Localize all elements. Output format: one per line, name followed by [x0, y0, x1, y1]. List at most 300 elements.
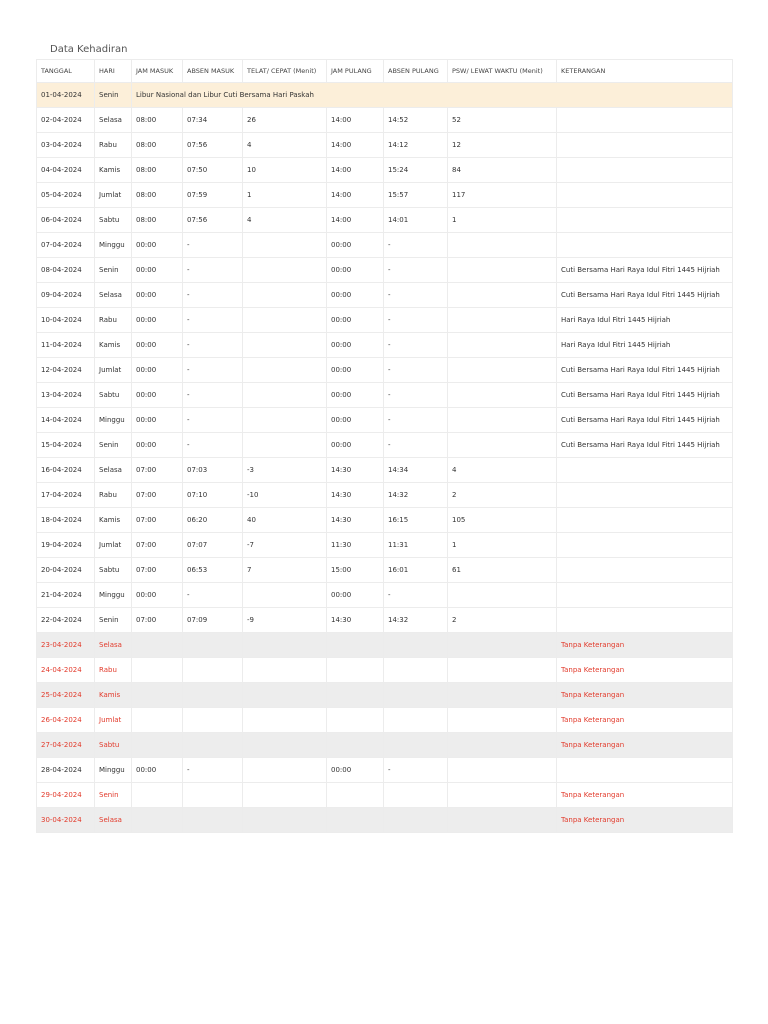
cell-day: Rabu: [95, 658, 132, 683]
cell-absen-masuk: 07:03: [183, 458, 243, 483]
cell-telat-cepat: 26: [243, 108, 327, 133]
cell-psw: [448, 383, 557, 408]
cell-date: 30-04-2024: [37, 808, 95, 833]
cell-psw: 12: [448, 133, 557, 158]
cell-jam-pulang: 00:00: [327, 333, 384, 358]
cell-jam-masuk: 08:00: [132, 158, 183, 183]
cell-absen-masuk: [183, 683, 243, 708]
cell-telat-cepat: 40: [243, 508, 327, 533]
table-row: [37, 808, 733, 833]
cell-psw: [448, 233, 557, 258]
cell-keterangan: Hari Raya Idul Fitri 1445 Hijriah: [557, 333, 733, 358]
cell-absen-masuk: -: [183, 233, 243, 258]
cell-keterangan: [557, 208, 733, 233]
cell-absen-masuk: -: [183, 283, 243, 308]
cell-absen-pulang: -: [384, 758, 448, 783]
cell-psw: 2: [448, 608, 557, 633]
cell-telat-cepat: 10: [243, 158, 327, 183]
cell-telat-cepat: [243, 733, 327, 758]
table-row: [37, 133, 733, 158]
cell-day: Senin: [95, 258, 132, 283]
cell-jam-masuk: [132, 808, 183, 833]
cell-day: Selasa: [95, 283, 132, 308]
cell-telat-cepat: 4: [243, 208, 327, 233]
cell-jam-pulang: 00:00: [327, 233, 384, 258]
cell-jam-masuk: 00:00: [132, 333, 183, 358]
cell-telat-cepat: [243, 333, 327, 358]
cell-telat-cepat: [243, 258, 327, 283]
cell-jam-masuk: 08:00: [132, 108, 183, 133]
cell-absen-pulang: 16:01: [384, 558, 448, 583]
cell-jam-masuk: 00:00: [132, 283, 183, 308]
cell-psw: [448, 658, 557, 683]
cell-telat-cepat: [243, 308, 327, 333]
cell-jam-pulang: 14:00: [327, 108, 384, 133]
cell-jam-pulang: [327, 683, 384, 708]
cell-jam-pulang: 00:00: [327, 433, 384, 458]
cell-keterangan: [557, 158, 733, 183]
cell-date: 28-04-2024: [37, 758, 95, 783]
cell-absen-pulang: -: [384, 583, 448, 608]
table-row: [37, 108, 733, 133]
cell-jam-masuk: [132, 658, 183, 683]
table-row: [37, 258, 733, 283]
cell-absen-masuk: 07:09: [183, 608, 243, 633]
cell-keterangan: Cuti Bersama Hari Raya Idul Fitri 1445 Hijriah: [557, 358, 733, 383]
cell-telat-cepat: 1: [243, 183, 327, 208]
header-jam-masuk: JAM MASUK: [132, 60, 183, 83]
cell-day: Minggu: [95, 758, 132, 783]
cell-telat-cepat: [243, 633, 327, 658]
cell-jam-masuk: [132, 683, 183, 708]
cell-jam-masuk: 07:00: [132, 558, 183, 583]
table-row: [37, 558, 733, 583]
table-row: [37, 458, 733, 483]
cell-telat-cepat: [243, 583, 327, 608]
cell-psw: [448, 258, 557, 283]
cell-day: Senin: [95, 83, 132, 108]
cell-jam-pulang: 14:30: [327, 608, 384, 633]
cell-date: 04-04-2024: [37, 158, 95, 183]
cell-date: 24-04-2024: [37, 658, 95, 683]
cell-absen-pulang: -: [384, 333, 448, 358]
cell-absen-masuk: 06:20: [183, 508, 243, 533]
cell-day: Jumlat: [95, 183, 132, 208]
cell-keterangan: [557, 558, 733, 583]
cell-psw: [448, 408, 557, 433]
cell-day: Sabtu: [95, 383, 132, 408]
cell-date: 08-04-2024: [37, 258, 95, 283]
cell-jam-pulang: [327, 808, 384, 833]
cell-jam-masuk: 07:00: [132, 483, 183, 508]
cell-keterangan: [557, 183, 733, 208]
cell-absen-pulang: [384, 633, 448, 658]
cell-date: 14-04-2024: [37, 408, 95, 433]
cell-jam-masuk: 08:00: [132, 183, 183, 208]
cell-psw: [448, 633, 557, 658]
cell-day: Selasa: [95, 108, 132, 133]
cell-keterangan: [557, 508, 733, 533]
cell-date: 11-04-2024: [37, 333, 95, 358]
table-row: [37, 183, 733, 208]
cell-jam-pulang: 14:30: [327, 508, 384, 533]
cell-jam-masuk: 07:00: [132, 508, 183, 533]
cell-absen-pulang: 11:31: [384, 533, 448, 558]
cell-telat-cepat: -7: [243, 533, 327, 558]
cell-day: Jumlat: [95, 533, 132, 558]
cell-jam-masuk: 00:00: [132, 758, 183, 783]
cell-psw: 1: [448, 533, 557, 558]
table-row: [37, 408, 733, 433]
cell-telat-cepat: 7: [243, 558, 327, 583]
cell-jam-pulang: 15:00: [327, 558, 384, 583]
cell-absen-masuk: 07:10: [183, 483, 243, 508]
cell-date: 13-04-2024: [37, 383, 95, 408]
cell-absen-masuk: 07:07: [183, 533, 243, 558]
cell-keterangan: Cuti Bersama Hari Raya Idul Fitri 1445 Hijriah: [557, 258, 733, 283]
cell-absen-masuk: [183, 658, 243, 683]
header-jam-pulang: JAM PULANG: [327, 60, 384, 83]
cell-absen-pulang: 14:12: [384, 133, 448, 158]
header-hari: HARI: [95, 60, 132, 83]
cell-jam-pulang: 14:30: [327, 483, 384, 508]
cell-jam-pulang: 00:00: [327, 283, 384, 308]
cell-jam-masuk: [132, 733, 183, 758]
cell-psw: [448, 283, 557, 308]
cell-psw: 84: [448, 158, 557, 183]
cell-absen-masuk: -: [183, 583, 243, 608]
cell-keterangan: Cuti Bersama Hari Raya Idul Fitri 1445 Hijriah: [557, 433, 733, 458]
cell-day: Sabtu: [95, 208, 132, 233]
cell-telat-cepat: -3: [243, 458, 327, 483]
cell-day: Sabtu: [95, 733, 132, 758]
cell-jam-masuk: 00:00: [132, 233, 183, 258]
cell-psw: [448, 308, 557, 333]
cell-date: 06-04-2024: [37, 208, 95, 233]
cell-jam-masuk: 08:00: [132, 133, 183, 158]
cell-psw: 1: [448, 208, 557, 233]
header-tanggal: TANGGAL: [37, 60, 95, 83]
cell-day: Rabu: [95, 133, 132, 158]
cell-telat-cepat: [243, 758, 327, 783]
cell-jam-masuk: 00:00: [132, 383, 183, 408]
cell-jam-pulang: 00:00: [327, 758, 384, 783]
cell-date: 29-04-2024: [37, 783, 95, 808]
cell-day: Minggu: [95, 233, 132, 258]
table-row: [37, 758, 733, 783]
table-row: [37, 783, 733, 808]
cell-telat-cepat: [243, 383, 327, 408]
cell-absen-masuk: -: [183, 433, 243, 458]
cell-absen-masuk: [183, 783, 243, 808]
cell-jam-masuk: [132, 708, 183, 733]
cell-jam-pulang: 00:00: [327, 383, 384, 408]
cell-absen-pulang: -: [384, 383, 448, 408]
cell-day: Minggu: [95, 408, 132, 433]
cell-keterangan: [557, 133, 733, 158]
cell-psw: [448, 358, 557, 383]
cell-date: 01-04-2024: [37, 83, 95, 108]
table-row: [37, 333, 733, 358]
table-row: [37, 533, 733, 558]
cell-day: Kamis: [95, 508, 132, 533]
header-absen-masuk: ABSEN MASUK: [183, 60, 243, 83]
cell-date: 23-04-2024: [37, 633, 95, 658]
header-psw-lewat-waktu: PSW/ LEWAT WAKTU (Menit): [448, 60, 557, 83]
cell-absen-masuk: [183, 633, 243, 658]
cell-keterangan: [557, 533, 733, 558]
cell-jam-pulang: 00:00: [327, 583, 384, 608]
cell-jam-pulang: 14:00: [327, 133, 384, 158]
cell-psw: [448, 758, 557, 783]
cell-psw: [448, 583, 557, 608]
cell-absen-pulang: [384, 658, 448, 683]
cell-telat-cepat: -10: [243, 483, 327, 508]
cell-absen-masuk: -: [183, 358, 243, 383]
cell-psw: [448, 433, 557, 458]
cell-date: 17-04-2024: [37, 483, 95, 508]
cell-jam-pulang: 14:00: [327, 208, 384, 233]
cell-keterangan: Tanpa Keterangan: [557, 708, 733, 733]
cell-day: Selasa: [95, 458, 132, 483]
cell-jam-masuk: 00:00: [132, 583, 183, 608]
cell-keterangan: Cuti Bersama Hari Raya Idul Fitri 1445 Hijriah: [557, 408, 733, 433]
cell-absen-masuk: 06:53: [183, 558, 243, 583]
cell-jam-masuk: 08:00: [132, 208, 183, 233]
cell-keterangan: Tanpa Keterangan: [557, 683, 733, 708]
cell-jam-masuk: 00:00: [132, 408, 183, 433]
cell-absen-masuk: 07:34: [183, 108, 243, 133]
table-row: [37, 583, 733, 608]
cell-jam-pulang: 14:00: [327, 183, 384, 208]
table-row: [37, 683, 733, 708]
cell-telat-cepat: [243, 658, 327, 683]
cell-day: Jumlat: [95, 708, 132, 733]
cell-day: Rabu: [95, 483, 132, 508]
table-row: [37, 733, 733, 758]
cell-keterangan: Tanpa Keterangan: [557, 633, 733, 658]
cell-jam-pulang: [327, 783, 384, 808]
cell-keterangan: Tanpa Keterangan: [557, 658, 733, 683]
cell-absen-pulang: 14:32: [384, 483, 448, 508]
table-row: [37, 483, 733, 508]
cell-absen-masuk: -: [183, 308, 243, 333]
cell-jam-masuk: 07:00: [132, 608, 183, 633]
page-title: Data Kehadiran: [50, 44, 128, 55]
table-row: [37, 308, 733, 333]
cell-keterangan: Hari Raya Idul Fitri 1445 Hijriah: [557, 308, 733, 333]
cell-absen-masuk: 07:50: [183, 158, 243, 183]
cell-absen-masuk: [183, 708, 243, 733]
cell-date: 21-04-2024: [37, 583, 95, 608]
cell-date: 12-04-2024: [37, 358, 95, 383]
attendance-table: [36, 59, 733, 833]
cell-absen-pulang: [384, 683, 448, 708]
cell-jam-pulang: 14:00: [327, 158, 384, 183]
table-row: [37, 383, 733, 408]
cell-jam-masuk: 07:00: [132, 458, 183, 483]
cell-psw: [448, 683, 557, 708]
cell-telat-cepat: [243, 408, 327, 433]
cell-date: 25-04-2024: [37, 683, 95, 708]
cell-absen-masuk: 07:59: [183, 183, 243, 208]
cell-keterangan: [557, 583, 733, 608]
cell-day: Senin: [95, 608, 132, 633]
table-row: [37, 283, 733, 308]
cell-date: 20-04-2024: [37, 558, 95, 583]
cell-absen-pulang: [384, 708, 448, 733]
cell-absen-pulang: 16:15: [384, 508, 448, 533]
cell-day: Sabtu: [95, 558, 132, 583]
cell-date: 10-04-2024: [37, 308, 95, 333]
cell-keterangan: Tanpa Keterangan: [557, 808, 733, 833]
cell-jam-pulang: 00:00: [327, 308, 384, 333]
cell-date: 09-04-2024: [37, 283, 95, 308]
cell-jam-masuk: [132, 633, 183, 658]
cell-jam-pulang: [327, 733, 384, 758]
cell-psw: [448, 333, 557, 358]
cell-absen-masuk: -: [183, 758, 243, 783]
cell-absen-pulang: -: [384, 233, 448, 258]
cell-date: 15-04-2024: [37, 433, 95, 458]
cell-psw: [448, 783, 557, 808]
cell-day: Kamis: [95, 158, 132, 183]
cell-date: 19-04-2024: [37, 533, 95, 558]
table-row: [37, 633, 733, 658]
header-absen-pulang: ABSEN PULANG: [384, 60, 448, 83]
table-row: [37, 658, 733, 683]
cell-jam-masuk: 07:00: [132, 533, 183, 558]
cell-keterangan: [557, 608, 733, 633]
cell-absen-pulang: [384, 783, 448, 808]
cell-psw: 52: [448, 108, 557, 133]
cell-absen-masuk: [183, 733, 243, 758]
cell-keterangan: [557, 458, 733, 483]
cell-day: Rabu: [95, 308, 132, 333]
cell-jam-pulang: [327, 658, 384, 683]
cell-jam-masuk: 00:00: [132, 433, 183, 458]
cell-absen-masuk: 07:56: [183, 133, 243, 158]
cell-jam-masuk: 00:00: [132, 308, 183, 333]
cell-jam-pulang: 00:00: [327, 258, 384, 283]
cell-date: 27-04-2024: [37, 733, 95, 758]
cell-jam-pulang: [327, 708, 384, 733]
cell-jam-pulang: [327, 633, 384, 658]
cell-jam-masuk: 00:00: [132, 258, 183, 283]
cell-telat-cepat: [243, 783, 327, 808]
cell-keterangan: [557, 758, 733, 783]
cell-absen-pulang: -: [384, 283, 448, 308]
cell-day: Selasa: [95, 808, 132, 833]
cell-absen-pulang: 15:24: [384, 158, 448, 183]
cell-psw: 105: [448, 508, 557, 533]
cell-absen-pulang: 15:57: [384, 183, 448, 208]
table-row: [37, 608, 733, 633]
table-row: [37, 433, 733, 458]
cell-date: 18-04-2024: [37, 508, 95, 533]
cell-absen-pulang: -: [384, 433, 448, 458]
cell-telat-cepat: [243, 683, 327, 708]
table-row: [37, 708, 733, 733]
cell-absen-masuk: -: [183, 408, 243, 433]
cell-day: Senin: [95, 783, 132, 808]
cell-absen-pulang: -: [384, 308, 448, 333]
cell-day: Kamis: [95, 333, 132, 358]
cell-jam-pulang: 00:00: [327, 408, 384, 433]
cell-keterangan: Tanpa Keterangan: [557, 733, 733, 758]
cell-absen-pulang: -: [384, 358, 448, 383]
cell-absen-pulang: 14:01: [384, 208, 448, 233]
header-keterangan: KETERANGAN: [557, 60, 733, 83]
cell-telat-cepat: [243, 808, 327, 833]
cell-jam-masuk: [132, 783, 183, 808]
cell-day: Jumlat: [95, 358, 132, 383]
cell-telat-cepat: -9: [243, 608, 327, 633]
cell-keterangan: [557, 483, 733, 508]
cell-absen-pulang: 14:34: [384, 458, 448, 483]
cell-absen-pulang: [384, 808, 448, 833]
table-row: [37, 358, 733, 383]
cell-date: 26-04-2024: [37, 708, 95, 733]
cell-absen-masuk: -: [183, 333, 243, 358]
table-row: [37, 158, 733, 183]
cell-absen-pulang: [384, 733, 448, 758]
cell-telat-cepat: [243, 358, 327, 383]
cell-psw: [448, 808, 557, 833]
cell-keterangan: Cuti Bersama Hari Raya Idul Fitri 1445 Hijriah: [557, 283, 733, 308]
cell-date: 22-04-2024: [37, 608, 95, 633]
cell-absen-pulang: 14:52: [384, 108, 448, 133]
cell-keterangan: Tanpa Keterangan: [557, 783, 733, 808]
cell-jam-pulang: 14:30: [327, 458, 384, 483]
cell-date: 03-04-2024: [37, 133, 95, 158]
cell-telat-cepat: [243, 708, 327, 733]
cell-keterangan: [557, 233, 733, 258]
cell-day: Minggu: [95, 583, 132, 608]
cell-psw: 117: [448, 183, 557, 208]
cell-keterangan: Cuti Bersama Hari Raya Idul Fitri 1445 Hijriah: [557, 383, 733, 408]
holiday-row: [37, 83, 733, 108]
cell-telat-cepat: 4: [243, 133, 327, 158]
cell-psw: [448, 708, 557, 733]
cell-telat-cepat: [243, 233, 327, 258]
cell-jam-pulang: 00:00: [327, 358, 384, 383]
cell-absen-pulang: 14:32: [384, 608, 448, 633]
cell-date: 02-04-2024: [37, 108, 95, 133]
header-row: [37, 60, 733, 83]
cell-absen-masuk: [183, 808, 243, 833]
cell-day: Kamis: [95, 683, 132, 708]
cell-absen-pulang: -: [384, 408, 448, 433]
cell-telat-cepat: [243, 433, 327, 458]
cell-psw: 4: [448, 458, 557, 483]
header-telat-cepat: TELAT/ CEPAT (Menit): [243, 60, 327, 83]
cell-absen-pulang: -: [384, 258, 448, 283]
cell-date: 05-04-2024: [37, 183, 95, 208]
cell-date: 07-04-2024: [37, 233, 95, 258]
cell-jam-masuk: 00:00: [132, 358, 183, 383]
table-row: [37, 508, 733, 533]
cell-date: 16-04-2024: [37, 458, 95, 483]
table-row: [37, 208, 733, 233]
cell-psw: [448, 733, 557, 758]
cell-jam-pulang: 11:30: [327, 533, 384, 558]
cell-absen-masuk: -: [183, 258, 243, 283]
cell-absen-masuk: -: [183, 383, 243, 408]
cell-psw: 2: [448, 483, 557, 508]
table-row: [37, 233, 733, 258]
holiday-note: Libur Nasional dan Libur Cuti Bersama Hari Paskah: [132, 83, 733, 108]
